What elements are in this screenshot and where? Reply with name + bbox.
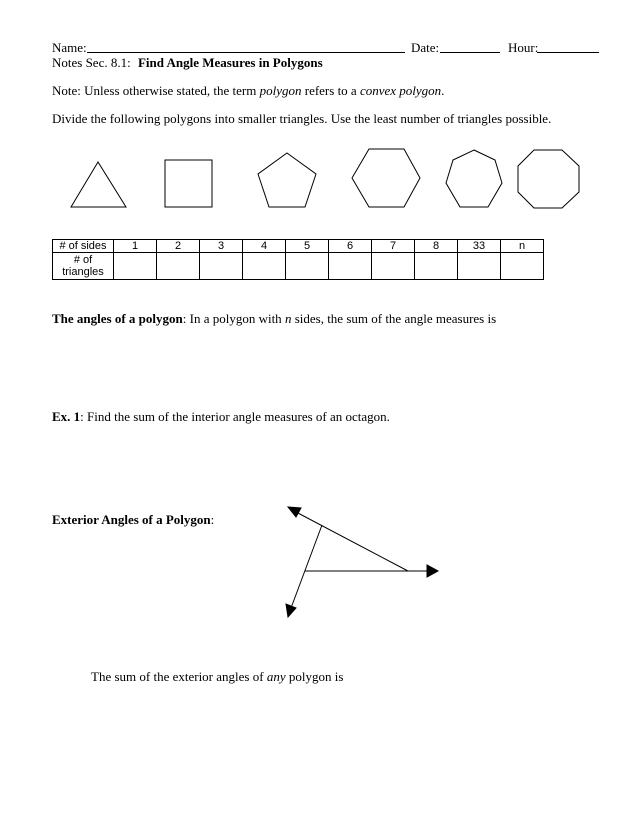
sum-exterior-b: polygon is <box>285 669 344 684</box>
angles-text-a: : In a polygon with <box>182 311 285 326</box>
table-cell: n <box>501 240 544 253</box>
hexagon-shape <box>352 149 420 207</box>
note-polygon-term: polygon <box>259 83 302 98</box>
example-1 <box>52 409 390 425</box>
triangles-header-line1: # of <box>73 254 93 266</box>
heptagon-shape <box>446 150 502 207</box>
angles-heading: The angles of a polygon <box>52 311 183 326</box>
sides-triangles-table <box>52 239 544 280</box>
table-header-sides: # of sides <box>53 240 114 253</box>
table-cell: 6 <box>329 240 372 253</box>
note-text-b: refers to a <box>301 83 360 98</box>
note-convex-term: convex polygon <box>359 83 442 98</box>
table-cell: 3 <box>200 240 243 253</box>
table-cell: 33 <box>458 240 501 253</box>
table-header-triangles <box>53 253 114 280</box>
sum-exterior-a: The sum of the exterior angles of <box>91 669 267 684</box>
exterior-colon: : <box>210 512 215 527</box>
instruction-text: Divide the following polygons into smaller triangles. Use the least number of triangles possible. <box>52 111 552 126</box>
exterior-heading <box>52 512 214 528</box>
exterior-angle-diagram <box>286 507 438 617</box>
arrowhead-right <box>427 565 438 577</box>
table-cell: 4 <box>243 240 286 253</box>
example-1-text: : Find the sum of the interior angle measures of an octagon. <box>80 409 390 424</box>
sum-exterior-text <box>91 669 343 685</box>
note-text-c: . <box>441 83 445 98</box>
octagon-shape <box>518 150 579 208</box>
date-label: Date: <box>411 40 440 55</box>
table-row-sides <box>53 240 544 253</box>
triangle-shape <box>71 162 126 207</box>
diagram-ray-lower-left <box>291 525 322 608</box>
hour-label: Hour: <box>508 40 539 55</box>
arrowhead-upper-left <box>288 507 301 517</box>
table-input-cell[interactable] <box>372 253 415 280</box>
table-row-triangles <box>53 253 544 280</box>
table-input-cell[interactable] <box>501 253 544 280</box>
angles-n: n <box>284 311 292 326</box>
sum-exterior-any: any <box>266 669 286 684</box>
table-input-cell[interactable] <box>458 253 501 280</box>
angles-text-b: sides, the sum of the angle measures is <box>291 311 497 326</box>
table-input-cell[interactable] <box>157 253 200 280</box>
square-shape <box>165 160 212 207</box>
pentagon-shape <box>258 153 316 207</box>
table-cell: 2 <box>157 240 200 253</box>
table-cell: 5 <box>286 240 329 253</box>
note-text-a: Note: Unless otherwise stated, the term <box>52 83 260 98</box>
example-1-label: Ex. 1 <box>52 409 81 424</box>
notes-prefix: Notes Sec. 8.1: <box>52 55 131 70</box>
table-cell: 8 <box>415 240 458 253</box>
table-cell: 7 <box>372 240 415 253</box>
table-input-cell[interactable] <box>243 253 286 280</box>
exterior-heading-text: Exterior Angles of a Polygon <box>52 512 211 527</box>
triangles-header-line2: triangles <box>62 266 104 278</box>
arrowhead-lower-left <box>286 604 296 617</box>
table-input-cell[interactable] <box>329 253 372 280</box>
diagram-ray-upper-left <box>296 512 408 571</box>
table-input-cell[interactable] <box>114 253 157 280</box>
notes-title: Find Angle Measures in Polygons <box>137 55 323 70</box>
angles-section <box>52 311 496 327</box>
table-input-cell[interactable] <box>286 253 329 280</box>
table-input-cell[interactable] <box>415 253 458 280</box>
table-input-cell[interactable] <box>200 253 243 280</box>
table-cell: 1 <box>114 240 157 253</box>
name-label: Name: <box>52 40 87 55</box>
